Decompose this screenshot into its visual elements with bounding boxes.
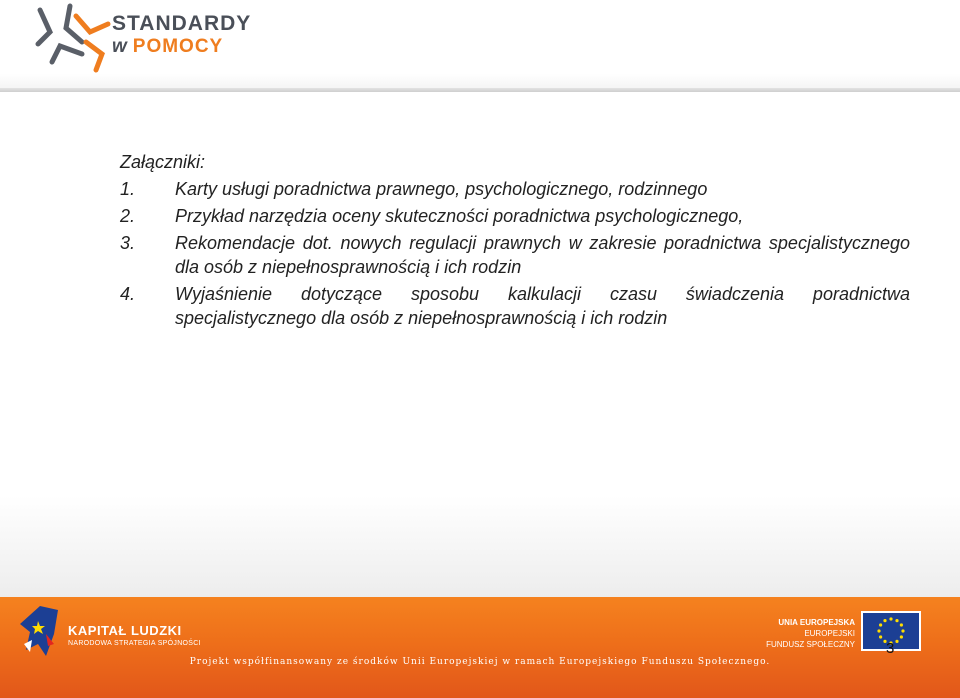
eu-star xyxy=(895,640,898,643)
eu-star xyxy=(901,629,904,632)
logo-pomocy: POMOCY xyxy=(132,36,224,57)
standardy-logo-icon xyxy=(30,2,120,74)
list-item-number: 2. xyxy=(120,206,136,226)
eu-star xyxy=(900,635,903,638)
eu-star xyxy=(877,629,880,632)
list-item-number: 1. xyxy=(120,179,136,199)
eu-star xyxy=(889,617,892,620)
funding-caption: Projekt współfinansowany ze środków Unii Europejskiej w ramach Europejskiego Funduszu Społecznego. xyxy=(189,657,771,667)
list-item-text: Rekomendacje dot. nowych regulacji prawnych w zakresie poradnictwa specjalistycznego dla osób z niepełnosprawnością i ich rodzin xyxy=(175,233,910,277)
list-item-number: 3. xyxy=(120,233,136,253)
eu-star xyxy=(883,619,886,622)
eu-star xyxy=(879,635,882,638)
logo-line1: STANDARDY xyxy=(112,12,252,35)
page-number: 3 xyxy=(886,640,895,657)
list-item xyxy=(120,282,910,330)
kapital-ludzki-subtitle: NARODOWA STRATEGIA SPÓJNOŚCI xyxy=(68,640,201,647)
footer xyxy=(0,597,960,698)
attachments-title: Załączniki: xyxy=(120,152,206,172)
logo-w: w xyxy=(112,36,127,57)
logo-wordmark xyxy=(112,13,251,56)
logo-line2 xyxy=(112,37,251,56)
kapital-ludzki-logo-icon xyxy=(18,604,60,658)
attachments-list xyxy=(120,150,910,333)
list-item-number: 4. xyxy=(120,284,136,304)
eu-label-line1: UNIA EUROPEJSKA xyxy=(778,618,855,627)
eu-label-line3: FUNDUSZ SPOŁECZNY xyxy=(766,640,855,649)
eu-label xyxy=(766,617,855,650)
list-item xyxy=(120,231,910,279)
header xyxy=(0,0,960,92)
eu-label-line2: EUROPEJSKI xyxy=(804,629,855,638)
list-item-text: Wyjaśnienie dotyczące sposobu kalkulacji czasu świadczenia poradnictwa specjalistycznego dla osób z niepełnosprawnością i ich rodzin xyxy=(175,284,910,328)
list-item xyxy=(120,204,910,228)
eu-star xyxy=(895,619,898,622)
kapital-ludzki-title: KAPITAŁ LUDZKI xyxy=(68,623,182,638)
list-item xyxy=(120,177,910,201)
eu-star xyxy=(900,623,903,626)
list-item-text: Karty usługi poradnictwa prawnego, psychologicznego, rodzinnego xyxy=(175,179,708,199)
list-item-text: Przykład narzędzia oceny skuteczności poradnictwa psychologicznego, xyxy=(175,206,744,226)
eu-star xyxy=(879,623,882,626)
